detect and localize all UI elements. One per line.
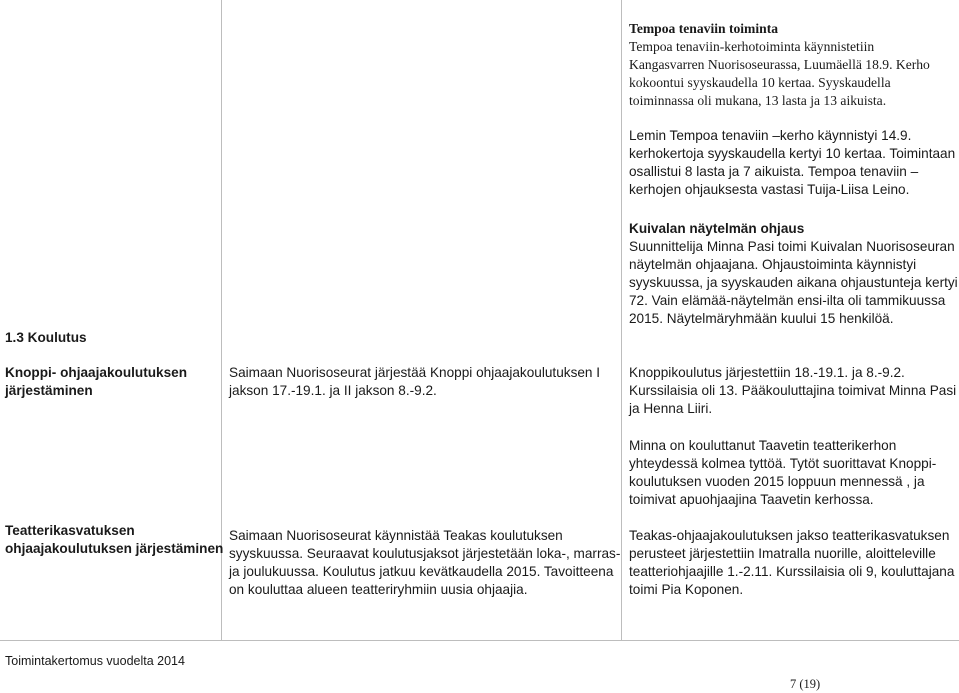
tempoa-block (629, 20, 930, 110)
column-divider-2 (621, 0, 622, 640)
minna-block (629, 437, 936, 509)
knoppi-result-line: Kurssilaisia oli 13. Pääkouluttajina toimivat Minna Pasi (629, 383, 957, 398)
teakas-result-line: toimi Pia Koponen. (629, 582, 744, 597)
tempoa-title: Tempoa tenaviin toiminta (629, 21, 779, 36)
knoppi-result-line: ja Henna Liiri. (629, 401, 713, 416)
tempoa-line: Kangasvarren Nuorisoseurassa, Luumäellä 18.9. Kerho (629, 57, 930, 72)
knoppi-desc-line: Saimaan Nuorisoseurat järjestää Knoppi ohjaajakoulutuksen I (229, 365, 601, 380)
kuivala-block (629, 220, 958, 328)
teakas-result-line: perusteet järjestettiin Imatralla nuorille, aloitteleville (629, 546, 936, 561)
teatteri-desc-line: Saimaan Nuorisoseurat käynnistää Teakas koulutuksen (229, 528, 563, 543)
kuivala-line: syyskuussa, ja syyskauden aikana ohjaustunteja kertyi (629, 275, 958, 290)
table-bottom-border (0, 640, 959, 641)
footer-doc-title: Toimintakertomus vuodelta 2014 (5, 654, 185, 668)
teakas-result-line: teatteriohjaajille 1.-2.11. Kurssilaisia oli 9, kouluttajana (629, 564, 955, 579)
minna-line: yhteydessä kolmea tyttöä. Tytöt suorittavat Knoppi- (629, 456, 937, 471)
teatteri-label (5, 522, 223, 558)
teatteri-desc-line: syyskuussa. Seuraavat koulutusjaksot järjestetään loka-, marras- (229, 546, 621, 561)
footer-page-number: 7 (19) (790, 677, 821, 691)
minna-line: Minna on kouluttanut Taavetin teatterikerhon (629, 438, 897, 453)
knoppi-desc-line: jakson 17.-19.1. ja II jakson 8.-9.2. (229, 383, 437, 398)
teakas-result-line: Teakas-ohjaajakoulutuksen jakso teatterikasvatuksen (629, 528, 950, 543)
lemin-block (629, 127, 955, 199)
knoppi-result (629, 364, 956, 418)
lemin-line: Lemin Tempoa tenaviin –kerho käynnistyi 14.9. (629, 128, 912, 143)
kuivala-title: Kuivalan näytelmän ohjaus (629, 221, 805, 236)
minna-line: koulutuksen vuoden 2015 loppuun mennessä , ja (629, 474, 925, 489)
knoppi-result-line: Knoppikoulutus järjestettiin 18.-19.1. ja 8.-9.2. (629, 365, 905, 380)
kuivala-line: 72. Vain elämää-näytelmän ensi-ilta oli tammikuussa (629, 293, 946, 308)
tempoa-line: Tempoa tenaviin-kerhotoiminta käynnistetiin (629, 39, 875, 54)
knoppi-label-line: järjestäminen (5, 383, 93, 398)
knoppi-description (229, 364, 600, 400)
teakas-result (629, 527, 954, 599)
kuivala-line: Suunnittelija Minna Pasi toimi Kuivalan Nuorisoseuran (629, 239, 955, 254)
teatteri-desc-line: ja joulukuussa. Koulutus jatkuu kevätkaudella 2015. Tavoitteena (229, 564, 614, 579)
section-heading: 1.3 Koulutus (5, 330, 87, 345)
tempoa-line: kokoontui syyskaudella 10 kertaa. Syyskaudella (629, 75, 891, 90)
teatteri-label-line: ohjaajakoulutuksen järjestäminen (5, 541, 224, 556)
lemin-line: kerhojen ohjauksesta vastasi Tuija-Liisa Leino. (629, 182, 910, 197)
teatteri-label-line: Teatterikasvatuksen (5, 523, 135, 538)
minna-line: toimivat apuohjaajina Taavetin kerhossa. (629, 492, 874, 507)
teatteri-desc-line: on kouluttaa alueen teatteriryhmiin uusia ohjaajia. (229, 582, 528, 597)
kuivala-line: 2015. Näytelmäryhmään kuului 15 henkilöä. (629, 311, 894, 326)
teatteri-description (229, 527, 620, 599)
tempoa-line: toiminnassa oli mukana, 13 lasta ja 13 aikuista. (629, 93, 887, 108)
lemin-line: osallistui 8 lasta ja 7 aikuista. Tempoa tenaviin – (629, 164, 919, 179)
kuivala-line: näytelmän ohjaajana. Ohjaustoiminta käynnistyi (629, 257, 917, 272)
lemin-line: kerhokertoja syyskaudella kertyi 10 kertaa. Toimintaan (629, 146, 956, 161)
knoppi-label (5, 364, 187, 400)
knoppi-label-line: Knoppi- ohjaajakoulutuksen (5, 365, 188, 380)
